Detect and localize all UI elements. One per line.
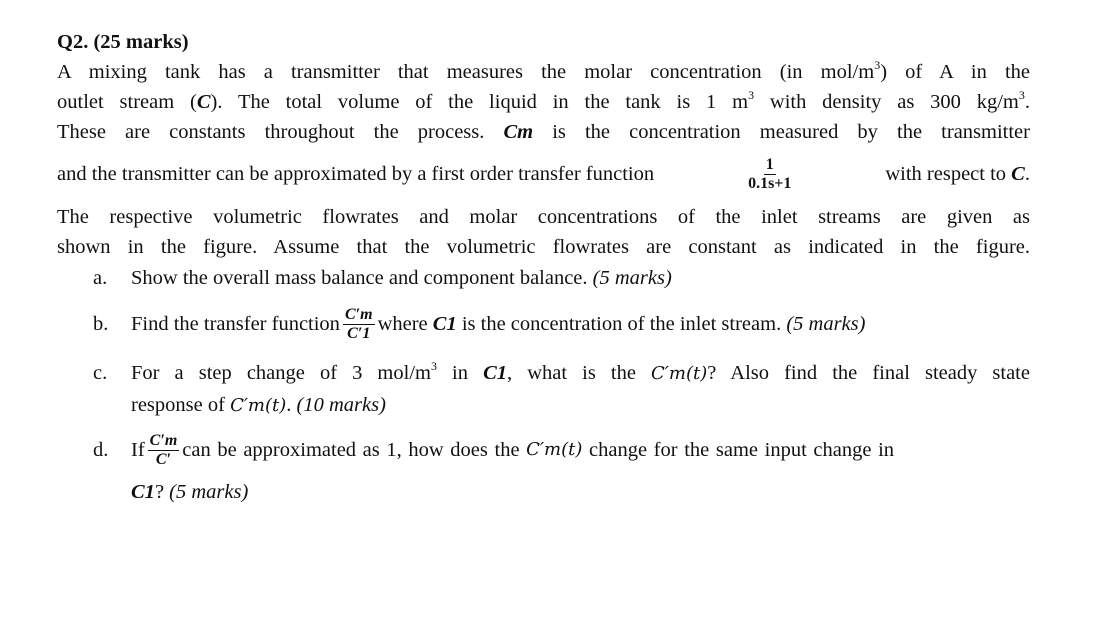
text: ) of A in the	[880, 61, 1031, 83]
cm-prime-t: C′m(t)	[526, 439, 583, 460]
marks: (5 marks)	[169, 481, 249, 503]
item-c-line-2	[131, 393, 1030, 418]
text: Show the overall mass balance and component balance.	[131, 267, 593, 289]
text	[885, 162, 1030, 186]
para-line-1	[57, 60, 1030, 84]
cm-prime-t: C′m(t)	[651, 363, 708, 384]
text: Find the transfer function	[131, 313, 340, 335]
variable-c1: C1	[483, 362, 508, 384]
item-label: a.	[93, 267, 108, 289]
variable-c1: C1	[131, 481, 155, 503]
text: ?	[154, 481, 170, 503]
text: .	[1024, 91, 1031, 113]
question-title: Q2. (25 marks)	[57, 31, 189, 53]
marks: (5 marks)	[592, 267, 672, 289]
marks: (5 marks)	[786, 313, 866, 335]
denominator: C′1	[347, 324, 371, 342]
item-label: c.	[93, 362, 108, 384]
text: A mixing tank has a transmitter that measures the molar concentration (in mol/m	[57, 61, 875, 83]
marks: (10 marks)	[296, 394, 386, 416]
text: .	[286, 394, 297, 416]
para-line-2	[57, 90, 1030, 114]
text: with respect to	[885, 163, 1012, 185]
text: , what is the	[507, 362, 652, 384]
superscript: 3	[748, 88, 755, 102]
cm-prime-t: C′m(t)	[230, 395, 287, 416]
variable-cm: Cm	[503, 121, 534, 143]
para-line-6: shown in the figure. Assume that the volumetric flowrates are constant as indicated in the figure.	[57, 236, 1030, 258]
text: where	[377, 313, 433, 335]
para-line-4	[57, 150, 1030, 198]
ratio-fraction	[148, 432, 180, 469]
para-line-5: The respective volumetric flowrates and molar concentrations of the inlet streams are given as	[57, 206, 1030, 228]
item-d-line-2	[131, 480, 1030, 504]
text: and the transmitter can be approximated by a first order transfer function	[57, 163, 655, 185]
item-label: b.	[93, 313, 109, 335]
text: in	[436, 362, 484, 384]
transfer-function-fraction	[343, 306, 375, 343]
denominator: C′	[155, 450, 172, 468]
numerator: 1	[765, 155, 774, 173]
denominator: 0.1s+1	[748, 174, 792, 192]
superscript: 3	[1018, 88, 1025, 102]
item-b	[93, 300, 1030, 348]
text: For a step change of 3 mol/m	[131, 362, 431, 384]
transmitter-transfer-function	[748, 156, 791, 193]
para-line-3	[57, 120, 1030, 144]
text: with density as 300 kg/m	[754, 91, 1019, 113]
text: can be approximated as 1, how does the	[182, 439, 527, 461]
variable-c: C	[196, 91, 211, 113]
variable-c1: C1	[432, 313, 457, 335]
text: is the concentration measured by the transmitter	[533, 121, 1030, 143]
item-d-line-1	[93, 426, 1030, 474]
text: These are constants throughout the process.	[57, 121, 504, 143]
numerator: C′m	[344, 305, 373, 323]
text: If	[131, 439, 145, 461]
text: outlet stream (	[57, 91, 197, 113]
text: ? Also find the final steady state	[707, 362, 1030, 384]
item-c-line-1	[93, 359, 1030, 386]
text: is the concentration of the inlet stream.	[456, 313, 787, 335]
numerator: C′m	[149, 431, 178, 449]
superscript: 3	[874, 58, 881, 72]
text: change for the same input change in	[582, 439, 895, 461]
item-label: d.	[93, 439, 109, 461]
superscript: 3	[430, 359, 437, 373]
text: ). The total volume of the liquid in the tank is 1 m	[210, 91, 749, 113]
variable-c: C	[1011, 163, 1025, 185]
item-a	[93, 266, 1030, 290]
text: .	[1024, 163, 1030, 185]
text: response of	[131, 394, 231, 416]
